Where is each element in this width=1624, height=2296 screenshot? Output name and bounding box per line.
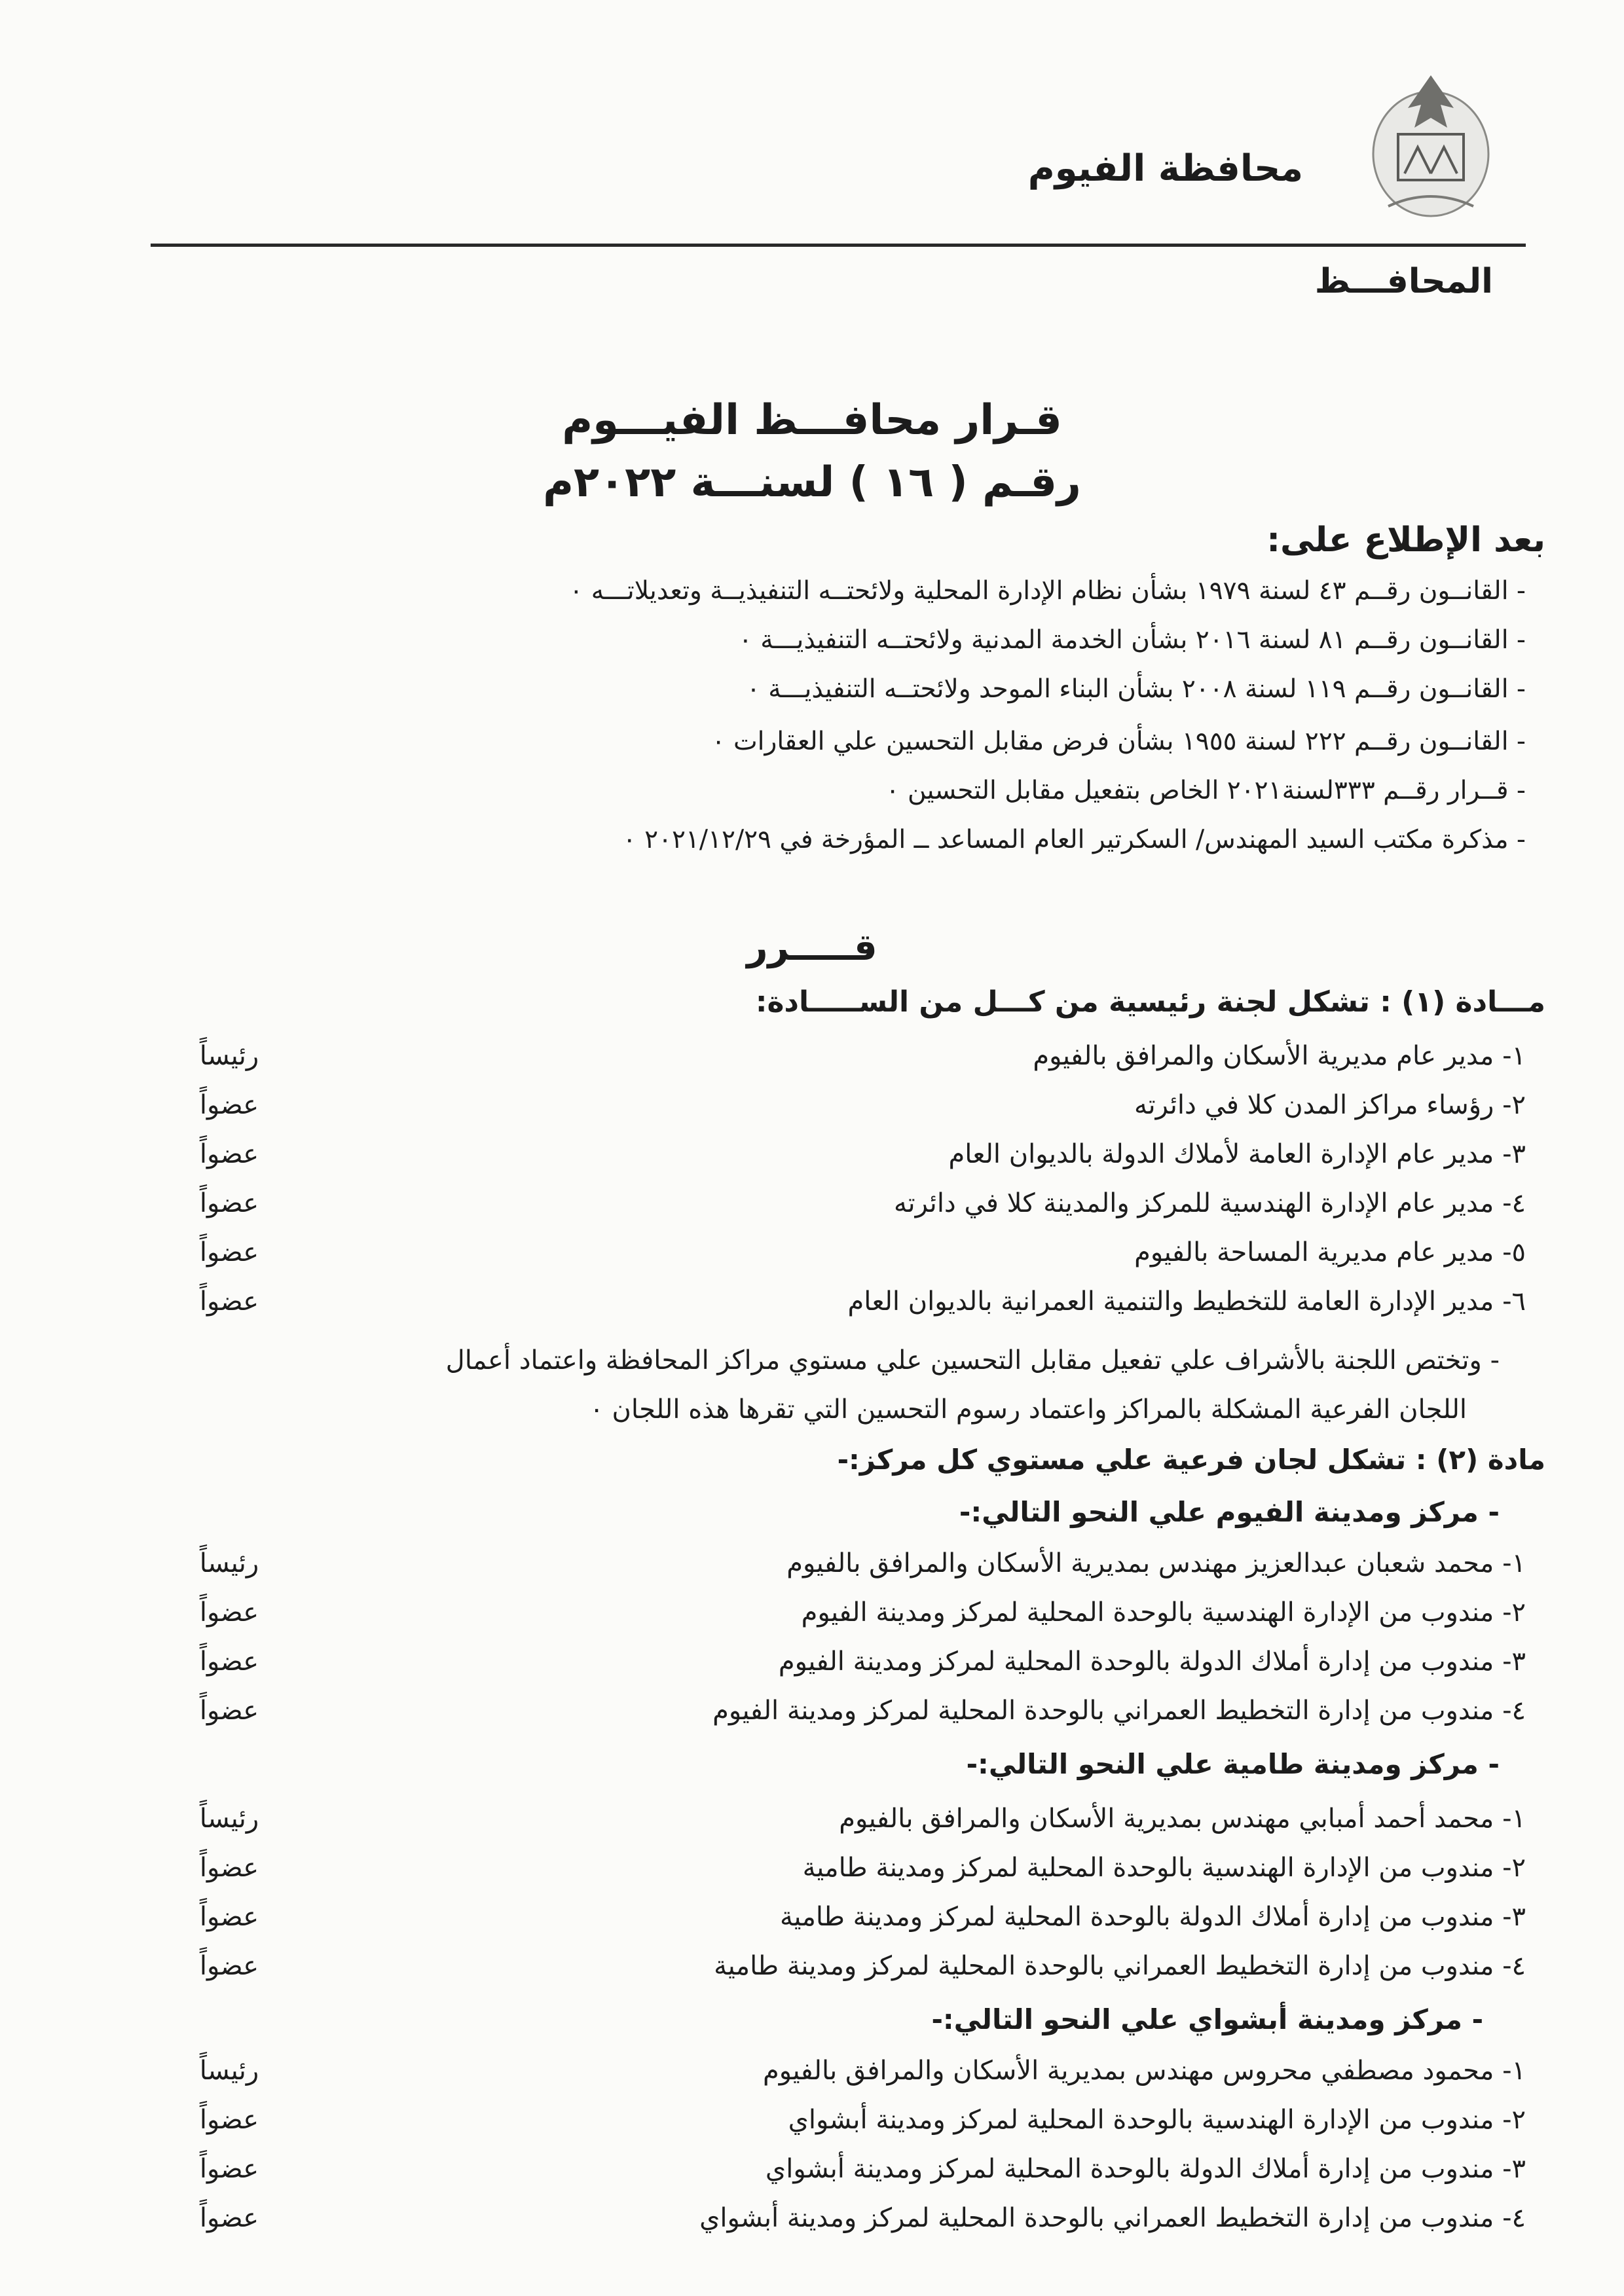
article1-member — [85, 1090, 1526, 1129]
member-role: عضواً — [199, 1090, 259, 1120]
member-role: عضواً — [199, 1902, 259, 1932]
committee-member — [85, 2203, 1526, 2242]
article1-member — [85, 1237, 1526, 1277]
committee-member — [85, 1548, 1526, 1588]
member-text: ٤- مندوب من إدارة التخطيط العمراني بالوحدة المحلية لمركز ومدينة الفيوم — [712, 1696, 1526, 1726]
member-role: عضواً — [199, 2203, 259, 2233]
committee-member — [85, 1804, 1526, 1843]
member-role: عضواً — [199, 1853, 259, 1883]
decree-number: رقـم ( ١٦ ) لسنـــة ٢٠٢٢م — [543, 458, 1081, 507]
preamble-item: - قــرار رقــم ٣٣٣لسنة٢٠٢١ الخاص بتفعيل مقابل التحسين ٠ — [885, 776, 1526, 805]
office-title: المحافـــظ — [1314, 262, 1493, 301]
member-text: ٣- مندوب من إدارة أملاك الدولة بالوحدة المحلية لمركز ومدينة أبشواي — [765, 2154, 1526, 2184]
article1-member — [85, 1188, 1526, 1228]
article1-member — [85, 1286, 1526, 1326]
article2-heading: مادة (٢) : تشكل لجان فرعية علي مستوي كل مركز:- — [837, 1444, 1545, 1476]
member-text: ٦- مدير الإدارة العامة للتخطيط والتنمية العمرانية بالديوان العام — [847, 1286, 1526, 1317]
member-role: عضواً — [199, 1188, 259, 1218]
member-role: عضواً — [199, 1647, 259, 1677]
center-heading: - مركز ومدينة طامية علي النحو التالي:- — [966, 1748, 1500, 1780]
preamble-item: - القانــون رقــم ١١٩ لسنة ٢٠٠٨ بشأن البناء الموحد ولائحتــه التنفيذيـــة ٠ — [746, 674, 1526, 704]
member-text: ٥- مدير عام مديرية المساحة بالفيوم — [1134, 1237, 1526, 1267]
committee-member — [85, 1902, 1526, 1941]
article1-note: - وتختص اللجنة بالأشراف علي تفعيل مقابل التحسين علي مستوي مراكز المحافظة واعتماد أعمال — [445, 1345, 1500, 1376]
committee-member — [85, 1853, 1526, 1892]
decree-title: قـرار محافـــظ الفيـــوم — [562, 396, 1062, 445]
member-text: ١- محمد أحمد أمبابي مهندس بمديرية الأسكان والمرافق بالفيوم — [839, 1804, 1526, 1834]
member-role: عضواً — [199, 1951, 259, 1981]
member-text: ٢- مندوب من الإدارة الهندسية بالوحدة المحلية لمركز ومدينة الفيوم — [801, 1597, 1526, 1628]
article1-heading: مـــادة (١) : تشكل لجنة رئيسية من كـــل من الســـــادة: — [755, 985, 1545, 1019]
member-text: ٢- مندوب من الإدارة الهندسية بالوحدة المحلية لمركز ومدينة أبشواي — [788, 2105, 1526, 2135]
member-text: ٤- مدير عام الإدارة الهندسية للمركز والمدينة كلا في دائرته — [894, 1188, 1526, 1218]
article1-member — [85, 1041, 1526, 1080]
article1-member — [85, 1139, 1526, 1178]
member-role: عضواً — [199, 2154, 259, 2184]
member-text: ٣- مندوب من إدارة أملاك الدولة بالوحدة المحلية لمركز ومدينة الفيوم — [778, 1647, 1526, 1677]
member-text: ٣- مدير عام الإدارة العامة لأملاك الدولة بالديوان العام — [948, 1139, 1526, 1169]
governorate-name: محافظة الفيوم — [1027, 147, 1303, 190]
member-text: ١- مدير عام مديرية الأسكان والمرافق بالفيوم — [1033, 1041, 1526, 1071]
preamble-item: - القانــون رقــم ٨١ لسنة ٢٠١٦ بشأن الخدمة المدنية ولائحتــه التنفيذيـــة ٠ — [738, 625, 1526, 655]
member-text: ١- محمود مصطفي محروس مهندس بمديرية الأسكان والمرافق بالفيوم — [763, 2056, 1526, 2086]
member-text: ٣- مندوب من إدارة أملاك الدولة بالوحدة المحلية لمركز ومدينة طامية — [779, 1902, 1526, 1932]
member-role: عضواً — [199, 1696, 259, 1726]
member-role: رئيساً — [199, 1041, 259, 1071]
governorate-emblem — [1369, 56, 1493, 219]
center-heading: - مركز ومدينة أبشواي علي النحو التالي:- — [931, 2003, 1483, 2035]
committee-member — [85, 1597, 1526, 1637]
member-role: عضواً — [199, 1286, 259, 1317]
preamble-item: - مذكرة مكتب السيد المهندس/ السكرتير العام المساعد ــ المؤرخة في ٢٠٢١/١٢/٢٩ ٠ — [622, 825, 1526, 854]
member-text: ٢- مندوب من الإدارة الهندسية بالوحدة المحلية لمركز ومدينة طامية — [802, 1853, 1526, 1883]
article1-note-cont: اللجان الفرعية المشكلة بالمراكز واعتماد رسوم التحسين التي تقرها هذه اللجان ٠ — [589, 1394, 1467, 1425]
preamble-item: - القانــون رقــم ٢٢٢ لسنة ١٩٥٥ بشأن فرض مقابل التحسين علي العقارات ٠ — [711, 727, 1526, 756]
committee-member — [85, 2154, 1526, 2193]
member-role: رئيساً — [199, 1804, 259, 1834]
member-text: ١- محمد شعبان عبدالعزيز مهندس بمديرية الأسكان والمرافق بالفيوم — [786, 1548, 1526, 1578]
decision-heading: قـــــرر — [747, 926, 877, 969]
committee-member — [85, 1696, 1526, 1735]
member-role: عضواً — [199, 1139, 259, 1169]
preamble-item: - القانــون رقــم ٤٣ لسنة ١٩٧٩ بشأن نظام الإدارة المحلية ولائحتــه التنفيذيــة وتعديلاتـــه ٠ — [569, 576, 1526, 606]
member-role: رئيساً — [199, 1548, 259, 1578]
committee-member — [85, 2105, 1526, 2144]
member-text: ٤- مندوب من إدارة التخطيط العمراني بالوحدة المحلية لمركز ومدينة طامية — [714, 1951, 1526, 1981]
member-role: عضواً — [199, 2105, 259, 2135]
center-heading: - مركز ومدينة الفيوم علي النحو التالي:- — [959, 1496, 1500, 1528]
committee-member — [85, 1647, 1526, 1686]
member-text: ٤- مندوب من إدارة التخطيط العمراني بالوحدة المحلية لمركز ومدينة أبشواي — [699, 2203, 1526, 2233]
preamble-heading: بعد الإطلاع على: — [1266, 520, 1545, 560]
header-rule — [151, 244, 1526, 247]
member-role: عضواً — [199, 1597, 259, 1628]
member-text: ٢- رؤساء مراكز المدن كلا في دائرته — [1134, 1090, 1526, 1120]
member-role: عضواً — [199, 1237, 259, 1267]
member-role: رئيساً — [199, 2056, 259, 2086]
committee-member — [85, 1951, 1526, 1990]
committee-member — [85, 2056, 1526, 2095]
